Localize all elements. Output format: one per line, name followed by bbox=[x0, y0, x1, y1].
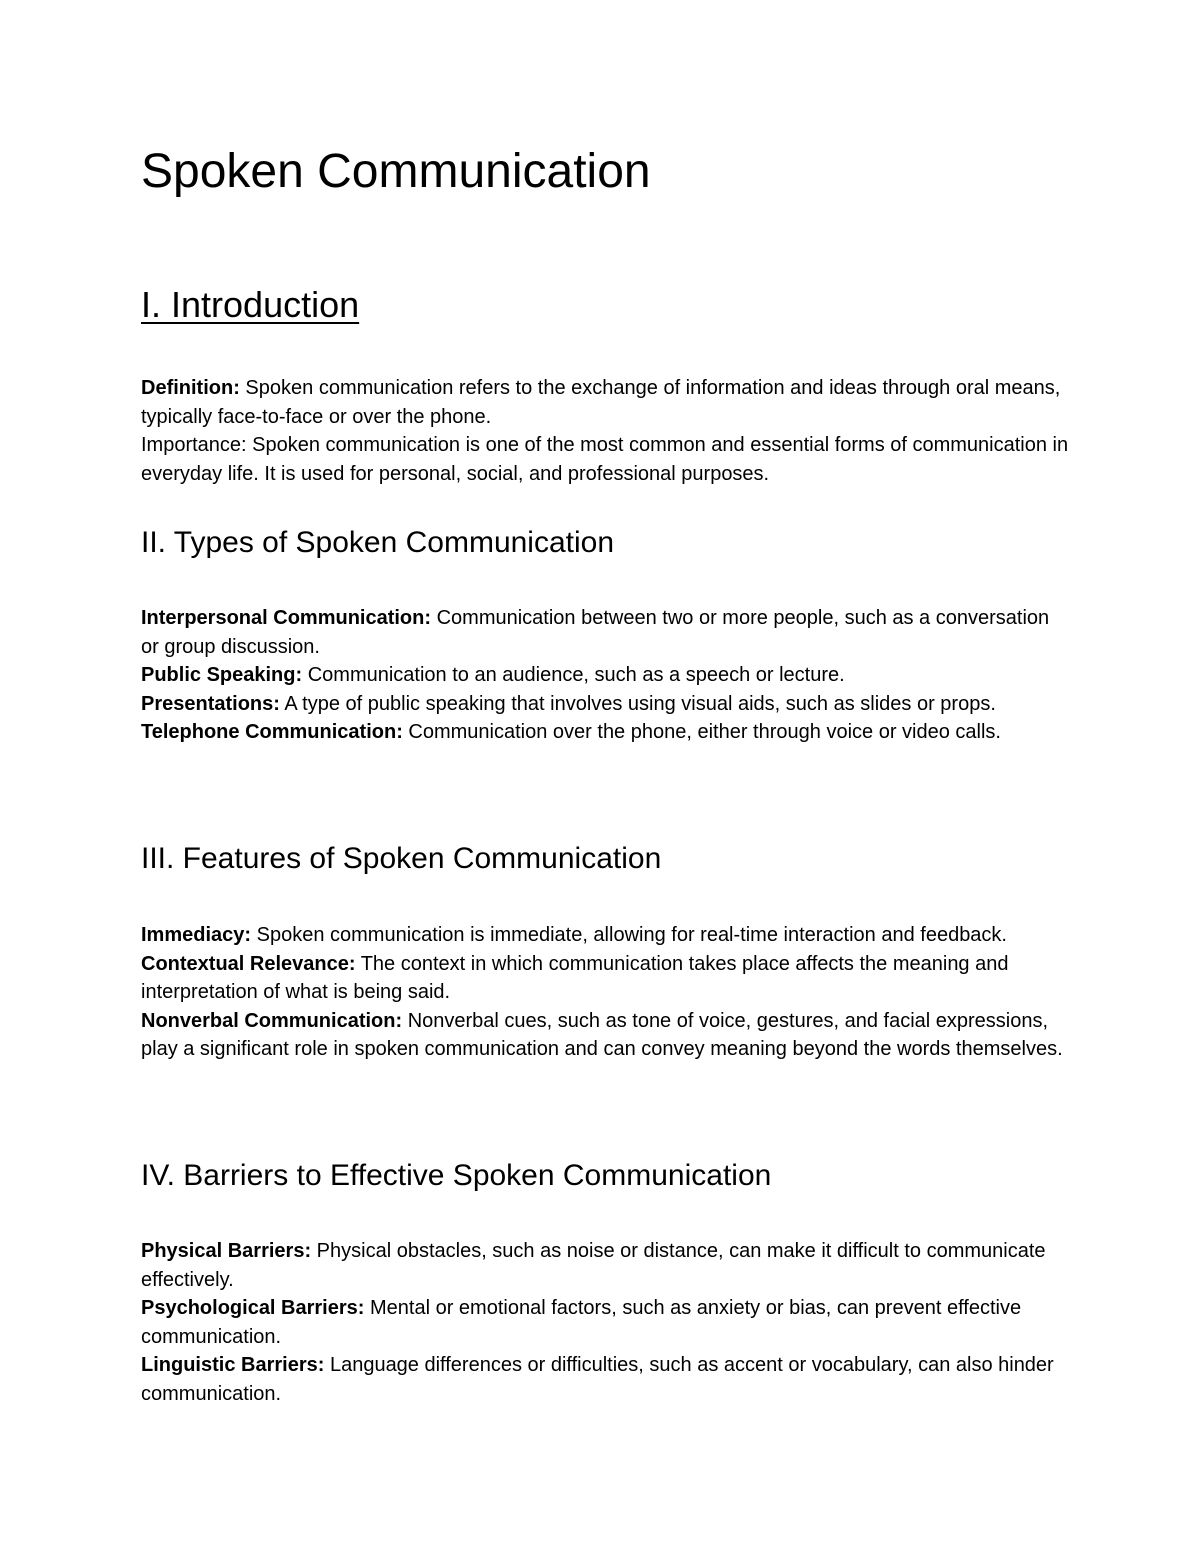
entry-nonverbal-communication bbox=[141, 1007, 1071, 1064]
section-body-types bbox=[141, 604, 1071, 747]
entry-text: Importance: Spoken communication is one of the most common and essential forms of communication in everyday life. It is used for personal, social, and professional purposes. bbox=[141, 434, 1069, 485]
entry-interpersonal-communication bbox=[141, 604, 1071, 661]
section-heading-introduction: I. Introduction bbox=[141, 284, 360, 325]
section-heading-types: II. Types of Spoken Communication bbox=[141, 526, 615, 559]
section-body-introduction bbox=[141, 374, 1071, 488]
entry-term: Linguistic Barriers: bbox=[141, 1354, 325, 1377]
entry-text: Communication to an audience, such as a speech or lecture. bbox=[302, 664, 845, 687]
entry-term: Immediacy: bbox=[141, 924, 252, 946]
entry-definition bbox=[141, 374, 1071, 431]
entry-telephone-communication bbox=[141, 718, 1071, 747]
entry-immediacy bbox=[141, 921, 1071, 950]
entry-term: Interpersonal Communication: bbox=[141, 607, 432, 629]
entry-text: The context in which communication takes place affects the meaning and interpretation of what is being said. bbox=[141, 952, 1009, 1004]
entry-presentations bbox=[141, 690, 1071, 719]
entry-term: Nonverbal Communication: bbox=[141, 1009, 403, 1032]
entry-psychological-barriers bbox=[141, 1294, 1071, 1351]
section-heading-features: III. Features of Spoken Communication bbox=[141, 842, 662, 875]
document-title: Spoken Communication bbox=[141, 145, 651, 198]
entry-term: Contextual Relevance: bbox=[141, 952, 356, 975]
entry-text: Communication over the phone, either through voice or video calls. bbox=[402, 721, 1001, 744]
entry-text: Communication between two or more people, such as a conversation or group discussion. bbox=[141, 607, 1050, 658]
entry-text: Spoken communication refers to the exchange of information and ideas through oral means, typically face-to-face or over the phone. bbox=[141, 377, 1061, 428]
entry-physical-barriers bbox=[141, 1237, 1071, 1294]
entry-importance bbox=[141, 431, 1071, 488]
entry-text: Nonverbal cues, such as tone of voice, gestures, and facial expressions, play a significant role in spoken communication and can convey meaning beyond the words themselves. bbox=[141, 1009, 1063, 1061]
entry-term: Telephone Communication: bbox=[141, 721, 403, 744]
entry-text: Spoken communication is immediate, allowing for real-time interaction and feedback. bbox=[251, 924, 1007, 946]
entry-text: Language differences or difficulties, such as accent or vocabulary, can also hinder communication. bbox=[141, 1354, 1054, 1405]
entry-term: Physical Barriers: bbox=[141, 1240, 312, 1262]
entry-public-speaking bbox=[141, 661, 1071, 690]
entry-term: Public Speaking: bbox=[141, 664, 303, 687]
entry-text: A type of public speaking that involves using visual aids, such as slides or props. bbox=[279, 692, 996, 715]
entry-contextual-relevance bbox=[141, 950, 1071, 1007]
section-body-barriers bbox=[141, 1237, 1071, 1409]
section-heading-barriers: IV. Barriers to Effective Spoken Communication bbox=[141, 1159, 772, 1192]
entry-text: Mental or emotional factors, such as anxiety or bias, can prevent effective communication. bbox=[141, 1297, 1022, 1348]
entry-term: Psychological Barriers: bbox=[141, 1297, 365, 1320]
entry-linguistic-barriers bbox=[141, 1351, 1071, 1408]
entry-term: Presentations: bbox=[141, 692, 280, 715]
section-body-features bbox=[141, 921, 1071, 1064]
entry-text: Physical obstacles, such as noise or distance, can make it difficult to communicate effectively. bbox=[141, 1240, 1046, 1291]
entry-term: Definition: bbox=[141, 377, 240, 399]
